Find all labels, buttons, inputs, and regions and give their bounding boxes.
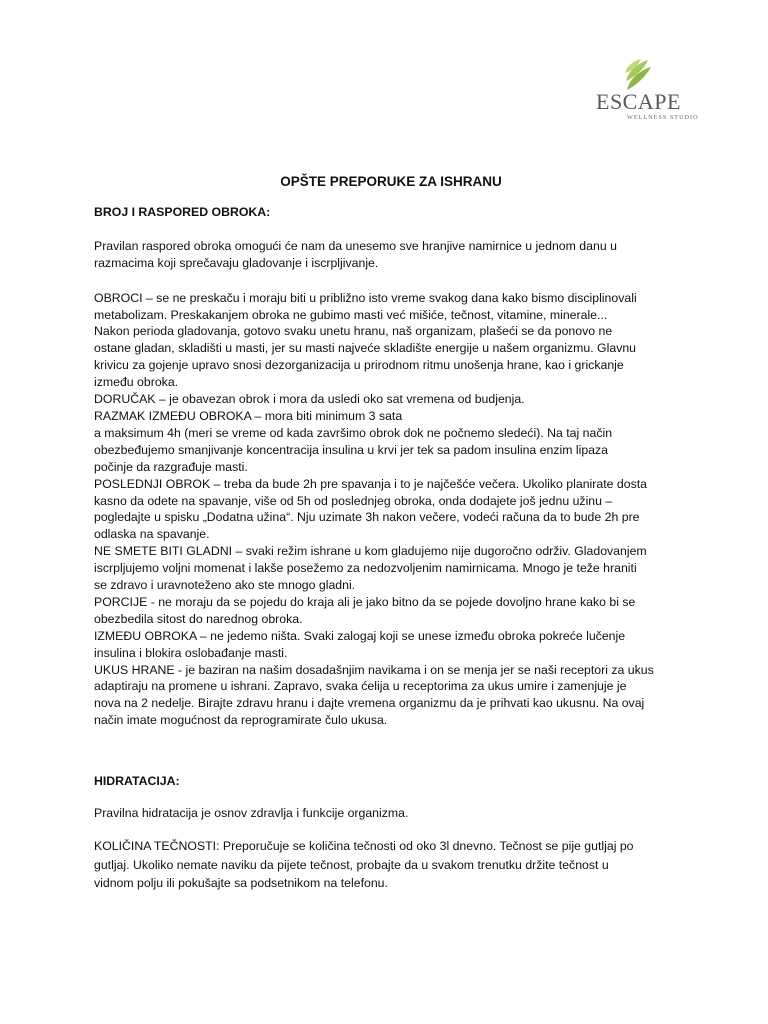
hydration-body-paragraph: KOLIČINA TEČNOSTI: Preporučuje se količina tečnosti od oko 3l dnevno. Tečnost se pije gutljaj po gutljaj. Ukoliko nemate naviku da pijete tečnost, probajte da u svakom trenutku držite tečnost u vidnom polju ili pokušajte sa podsetnikom na telefonu. [94,839,634,890]
section-heading-hydration: HIDRATACIJA: [94,774,180,789]
hydration-intro-paragraph: Pravilna hidratacija je osnov zdravlja i funkcije organizma. [94,806,409,821]
section-heading-meals: BROJ I RASPORED OBROKA: [94,204,271,219]
meals-intro-paragraph: Pravilan raspored obroka omogući će nam da unesemo sve hranjive namirnice u jednom danu u razmacima koji sprečavaju gladovanje i iscrpljivanje. [94,238,617,270]
leaf-icon [620,58,654,92]
logo-tagline: WELLNESS STUDIO [627,114,699,121]
meals-body-paragraph: OBROCI – se ne preskaču i moraju biti u približno isto vreme svakog dana kako bismo disciplinovali metabolizam. Preskakanjem obroka ne gubimo masti već mišiće, tečnost, vitamine, minerale... Nakon perioda gladovanja, gotovo svaku unetu hranu, naš organizam, plašeći se da ponovo ne ostane gladan, skladišti u masti, jer su masti najveće skladište energije u našem organizmu. Glavnu krivicu za gojenje upravo snosi dezorganizacija u prirodnom ritmu unošenja hrane, kao i grickanje između obroka. DORUČAK – je obavezan obrok i mora da usledi oko sat vremena od budjenja. RAZMAK IZMEĐU OBROKA – mora biti minimum 3 sata a maksimum 4h (meri se vreme od kada završimo obrok dok ne počnemo sledeći). Na taj način obezbeđujemo smanjivanje koncentracija insulina u krvi jer tek sa padom insulina enzim lipaza počinje da razgrađuje masti. POSLEDNJI OBROK – treba da bude 2h pre spavanja i to je najčešće večera. Ukoliko planirate dosta kasno da odete na spavanje, više od 5h od poslednjeg obroka, onda dodajete još jednu užinu – pogledajte u spisku „Dodatna užina“. Nju uzimate 3h nakon večere, vodeći računa da to bude 2h pre odlaska na spavanje. NE SMETE BITI GLADNI – svaki režim ishrane u kom gladujemo nije dugoročno održiv. Gladovanjem iscrpljujemo voljni momenat i lakše posežemo za nedozvoljenim namirnicama. Mnogo je teže hraniti se zdravo i uravnoteženo ako ste mnogo gladni. PORCIJE - ne moraju da se pojedu do kraja ali je jako bitno da se pojede dovoljno hrane kako bi se obezbedila sitost do narednog obroka. IZMEĐU OBROKA – ne jedemo ništa. Svaki zalogaj koji se unese između obroka pokreće lučenje insulina i blokira oslobađanje masti. UKUS HRANE - je baziran na našim dosadašnjim navikama i on se menja jer se naši receptori za ukus adaptiraju na promene u ishrani. Zapravo, svaka ćelija u receptorima za ukus umire i zamenjuje je nova na 2 nedelje. Birajte zdravu hranu i dajte vremena organizmu da je prihvati kao ukusnu. Na ovaj način imate mogućnost da reprogramirate čulo ukusa. [94,290,654,728]
document-body [94,174,684,893]
escape-logo [590,58,699,128]
logo-brand: ESCAPE [596,89,681,114]
document-title: OPŠTE PREPORUKE ZA ISHRANU [280,174,502,189]
